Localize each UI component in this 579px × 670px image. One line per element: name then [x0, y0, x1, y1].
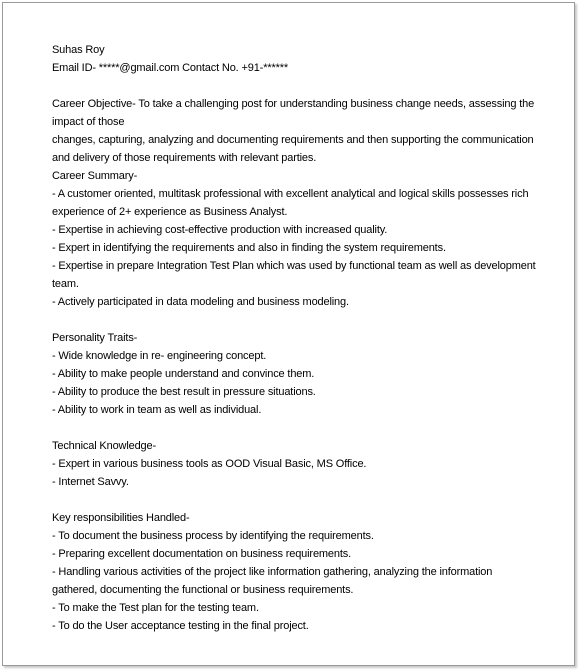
personality-traits-heading: Personality Traits- — [52, 332, 138, 344]
career-summary-line: experience of 2+ experience as Business Analyst. — [52, 206, 288, 218]
key-responsibilities-heading: Key responsibilities Handled- — [52, 512, 190, 524]
spacer — [52, 311, 537, 329]
personality-trait-line: - Ability to work in team as well as individual. — [52, 404, 262, 416]
key-responsibility-line: - To do the User acceptance testing in the final project. — [52, 620, 309, 632]
career-summary-line: team. — [52, 278, 79, 290]
career-objective-line: and delivery of those requirements with relevant parties. — [52, 152, 317, 164]
key-responsibility-line: - Handling various activities of the project like information gathering, analyzing the information — [52, 566, 493, 578]
spacer — [52, 491, 537, 509]
career-objective-line: Career Objective- To take a challenging post for understanding business change needs, assessing the — [52, 98, 535, 110]
spacer — [52, 77, 537, 95]
contact-line: Email ID- *****@gmail.com Contact No. +91-****** — [52, 62, 288, 74]
career-summary-heading: Career Summary- — [52, 170, 138, 182]
career-summary-line: - Expert in identifying the requirements and also in finding the system requirements. — [52, 242, 446, 254]
key-responsibility-line: - To document the business process by identifying the requirements. — [52, 530, 374, 542]
technical-knowledge-heading: Technical Knowledge- — [52, 440, 157, 452]
career-summary-line: - Expertise in achieving cost-effective production with increased quality. — [52, 224, 388, 236]
key-responsibility-line: - Preparing excellent documentation on business requirements. — [52, 548, 352, 560]
candidate-name: Suhas Roy — [52, 44, 105, 56]
spacer — [52, 419, 537, 437]
resume-page — [2, 2, 575, 666]
key-responsibility-line: gathered, documenting the functional or business requirements. — [52, 584, 354, 596]
resume-content — [52, 41, 537, 635]
personality-trait-line: - Wide knowledge in re- engineering concept. — [52, 350, 267, 362]
personality-trait-line: - Ability to make people understand and convince them. — [52, 368, 315, 380]
career-summary-line: - Actively participated in data modeling and business modeling. — [52, 296, 349, 308]
career-objective-line: changes, capturing, analyzing and documenting requirements and then supporting the communication — [52, 134, 534, 146]
technical-knowledge-line: - Expert in various business tools as OOD Visual Basic, MS Office. — [52, 458, 367, 470]
personality-trait-line: - Ability to produce the best result in pressure situations. — [52, 386, 316, 398]
career-summary-line: - Expertise in prepare Integration Test Plan which was used by functional team as well as development — [52, 260, 536, 272]
technical-knowledge-line: - Internet Savvy. — [52, 476, 129, 488]
key-responsibility-line: - To make the Test plan for the testing team. — [52, 602, 259, 614]
career-objective-line: impact of those — [52, 116, 125, 128]
career-summary-line: - A customer oriented, multitask professional with excellent analytical and logical skills possesses rich — [52, 188, 529, 200]
